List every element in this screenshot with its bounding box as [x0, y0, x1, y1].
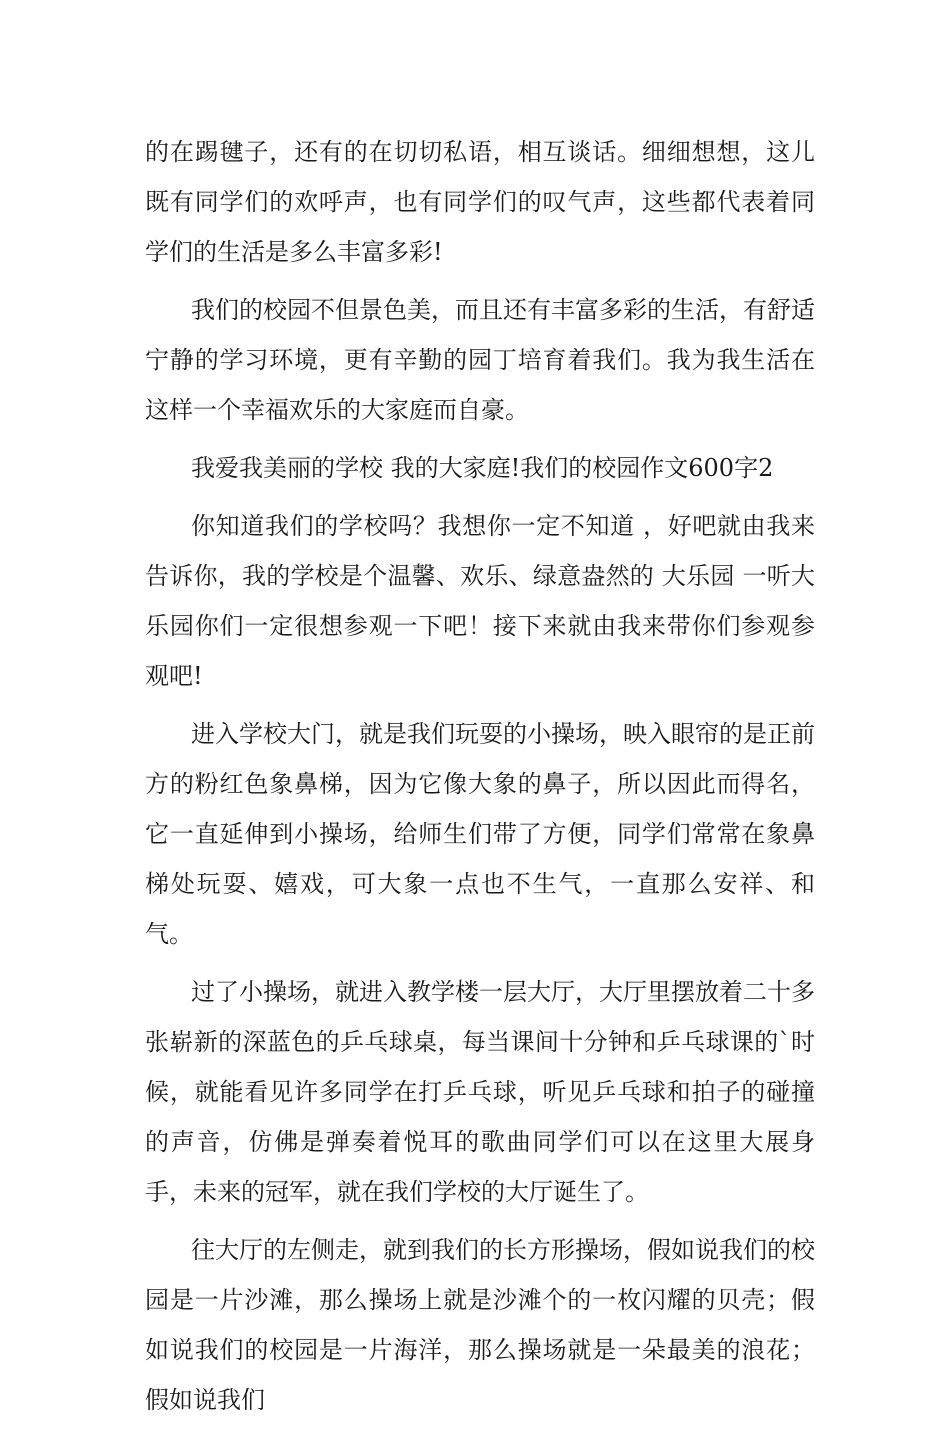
paragraph-continuation: 的在踢毽子，还有的在切切私语，相互谈话。细细想想，这儿既有同学们的欢呼声，也有同学们的叹气声，这些都代表着同学们的生活是多么丰富多彩! — [145, 138, 815, 266]
essay-heading: 我爱我美丽的学校 我的大家庭!我们的校园作文600字2 — [191, 454, 774, 482]
document-body — [145, 127, 815, 1433]
paragraph-campus-life: 我们的校园不但景色美，而且还有丰富多彩的生活，有舒适宁静的学习环境，更有辛勤的园丁培育着我们。我为我生活在这样一个幸福欢乐的大家庭而自豪。 — [145, 296, 815, 424]
paragraph-lobby-hall: 过了小操场，就进入教学楼一层大厅，大厅里摆放着二十多张崭新的深蓝色的乒乓球桌，每当课间十分钟和乒乓球课的`时候，就能看见许多同学在打乒乓球，听见乒乓球和拍子的碰撞的声音，仿佛是弹奏着悦耳的歌曲同学们可以在这里大展身手，未来的冠军，就在我们学校的大厅诞生了。 — [145, 978, 815, 1206]
paragraph-playground: 往大厅的左侧走，就到我们的长方形操场，假如说我们的校园是一片沙滩，那么操场上就是沙滩个的一枚闪耀的贝壳；假如说我们的校园是一片海洋，那么操场就是一朵最美的浪花；假如说我们 — [145, 1236, 815, 1414]
paragraph-intro: 你知道我们的学校吗？我想你一定不知道 ，好吧就由我来告诉你，我的学校是个温馨、欢乐、绿意盎然的 大乐园 一听大乐园你们一定很想参观一下吧！接下来就由我来带你们参观参观吧! — [145, 512, 815, 690]
paragraph-school-gate: 进入学校大门，就是我们玩耍的小操场，映入眼帘的是正前方的粉红色象鼻梯，因为它像大象的鼻子，所以因此而得名，它一直延伸到小操场，给师生们带了方便，同学们常常在象鼻梯处玩耍、嬉戏，可大象一点也不生气，一直那么安祥、和气。 — [145, 720, 815, 948]
